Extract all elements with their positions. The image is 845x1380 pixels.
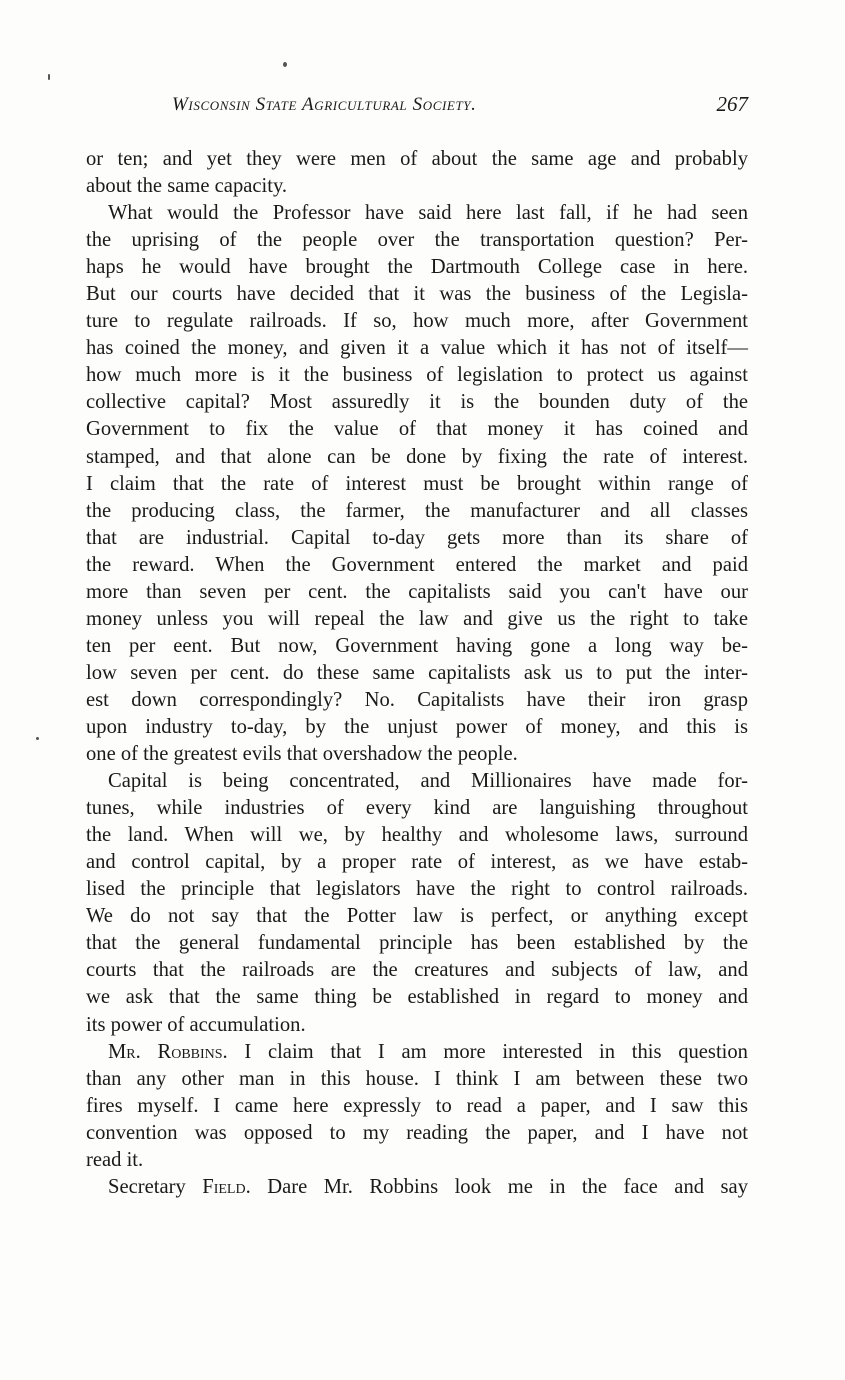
body-text (86, 146, 748, 1201)
paragraph (86, 768, 748, 1038)
paragraph (86, 1174, 748, 1201)
text-line: We do not say that the Potter law is perfect, or anything except (86, 905, 748, 928)
text-line: lised the principle that legislators have the right to control railroads. (86, 878, 748, 901)
text-line: more than seven per cent. the capitalists said you can't have our (86, 580, 748, 603)
paragraph (86, 200, 748, 768)
text-line: haps he would have brought the Dartmouth College case in here. (86, 256, 748, 279)
text-line: the reward. When the Government entered the market and paid (86, 553, 748, 576)
speech-text: Dare Mr. Robbins look me in the face and say (250, 1175, 748, 1198)
text-line: fires myself. I came here expressly to read a paper, and I saw this (86, 1094, 748, 1117)
text-line: has coined the money, and given it a value which it has not of itself— (86, 337, 748, 360)
text-line: how much more is it the business of legislation to protect us against (86, 364, 748, 387)
text-line (86, 1174, 748, 1201)
text-line: stamped, and that alone can be done by fixing the rate of interest. (86, 445, 748, 468)
text-line: convention was opposed to my reading the paper, and I have not (86, 1121, 748, 1144)
paragraph (86, 146, 748, 200)
page-number: 267 (716, 92, 748, 116)
text-line: that the general fundamental principle has been established by the (86, 932, 748, 955)
text-line: or ten; and yet they were men of about the same age and probably (86, 148, 748, 170)
text-line: est down correspondingly? No. Capitalists have their iron grasp (86, 688, 748, 711)
text-line (86, 1039, 748, 1066)
scan-speck (283, 62, 287, 67)
text-line: courts that the railroads are the creatures and subjects of law, and (86, 959, 748, 982)
text-line: money unless you will repeal the law and give us the right to take (86, 607, 748, 630)
speaker-title: Secretary (108, 1175, 203, 1198)
text-line: that are industrial. Capital to-day gets more than its share of (86, 526, 748, 549)
text-line: upon industry to-day, by the unjust power of money, and this is (86, 715, 748, 738)
text-line: But our courts have decided that it was the business of the Legisla- (86, 283, 748, 306)
text-line: Government to fix the value of that money it has coined and (86, 418, 748, 441)
speech-text: I claim that I am more interested in this question (227, 1040, 748, 1063)
scan-speck (36, 737, 39, 740)
paragraph (86, 1039, 748, 1174)
text-line: ture to regulate railroads. If so, how much more, after Government (86, 310, 748, 333)
text-line: I claim that the rate of interest must be brought within range of (86, 472, 748, 495)
text-line: ten per eent. But now, Government having gone a long way be- (86, 634, 748, 657)
text-line: and control capital, by a proper rate of interest, as we have estab- (86, 851, 748, 874)
running-head: Wisconsin State Agricultural Society. (172, 94, 477, 115)
text-line: about the same capacity. (86, 175, 288, 198)
text-line: the land. When will we, by healthy and wholesome laws, surround (86, 824, 748, 847)
text-line: one of the greatest evils that overshadow the people. (86, 743, 518, 766)
text-line: we ask that the same thing be established in regard to money and (86, 986, 748, 1009)
text-line: tunes, while industries of every kind are languishing throughout (86, 797, 748, 820)
speaker-name: Mr. Robbins. (108, 1040, 228, 1063)
speaker-name: Field. (202, 1175, 251, 1198)
text-line: its power of accumulation. (86, 1013, 306, 1036)
text-line: collective capital? Most assuredly it is the bounden duty of the (86, 391, 748, 414)
text-line: low seven per cent. do these same capitalists ask us to put the inter- (86, 661, 748, 684)
scan-speck (48, 74, 50, 80)
page-header (84, 92, 748, 124)
text-line: the uprising of the people over the transportation question? Per- (86, 229, 748, 252)
text-line: the producing class, the farmer, the manufacturer and all classes (86, 499, 748, 522)
text-line: Capital is being concentrated, and Millionaires have made for- (108, 770, 748, 793)
text-line: read it. (86, 1148, 144, 1171)
text-line: than any other man in this house. I think I am between these two (86, 1067, 748, 1090)
text-line: What would the Professor have said here last fall, if he had seen (108, 202, 748, 225)
